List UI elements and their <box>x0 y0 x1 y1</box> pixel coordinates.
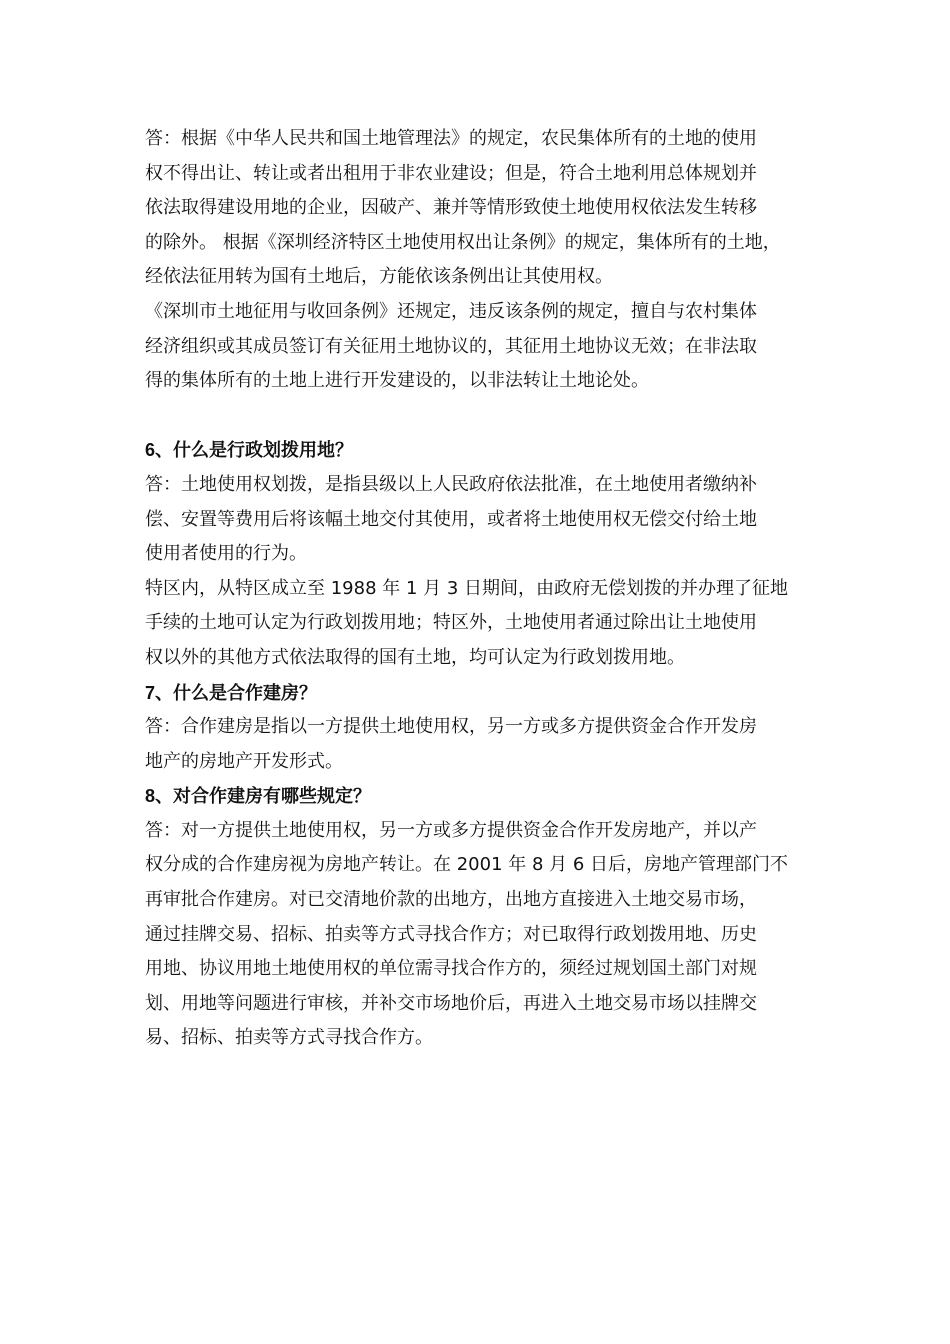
text-line: 依法取得建设用地的企业，因破产、兼并等情形致使土地使用权依法发生转移 <box>145 197 757 219</box>
text-line: 手续的土地可认定为行政划拨用地；特区外，土地使用者通过除出让土地使用 <box>145 612 757 634</box>
section-6 <box>145 433 825 675</box>
section-5-answer <box>145 122 825 399</box>
paragraph-gap <box>145 399 825 434</box>
text-line: 答：对一方提供土地使用权，另一方或多方提供资金合作开发房地产，并以产 <box>145 819 757 841</box>
text-line: 使用者使用的行为。 <box>145 543 307 565</box>
section-8 <box>145 779 825 1056</box>
text-line: 答：土地使用权划拨，是指县级以上人民政府依法批准，在土地使用者缴纳补 <box>145 473 757 495</box>
text-line: 地产的房地产开发形式。 <box>145 750 343 772</box>
text-line: 答：根据《中华人民共和国土地管理法》的规定，农民集体所有的土地的使用 <box>145 128 757 149</box>
section-heading: 6、什么是行政划拨用地？ <box>145 440 354 461</box>
text-line: 得的集体所有的土地上进行开发建设的，以非法转让土地论处。 <box>145 370 649 392</box>
section-7 <box>145 676 825 780</box>
text-line: 特区内，从特区成立至 1988 年 1 月 3 日期间，由政府无偿划拨的并办理了征地 <box>145 577 789 599</box>
text-line: 经依法征用转为国有土地后，方能依该条例出让其使用权。 <box>145 266 613 288</box>
text-line: 划、用地等问题进行审核，并补交市场地价后，再进入土地交易市场以挂牌交 <box>145 992 757 1014</box>
section-heading: 8、对合作建房有哪些规定？ <box>145 786 372 807</box>
text-line: 偿、安置等费用后将该幅土地交付其使用，或者将土地使用权无偿交付给土地 <box>145 508 757 530</box>
text-line: 《深圳市土地征用与收回条例》还规定，违反该条例的规定，擅自与农村集体 <box>145 300 757 322</box>
text-line: 易、招标、拍卖等方式寻找合作方。 <box>145 1027 433 1049</box>
text-line: 的除外。 根据《深圳经济特区土地使用权出让条例》的规定，集体所有的土地， <box>145 231 781 253</box>
text-line: 权不得出让、转让或者出租用于非农业建设；但是，符合土地利用总体规划并 <box>145 162 757 184</box>
text-line: 再审批合作建房。对已交清地价款的出地方，出地方直接进入土地交易市场， <box>145 889 757 911</box>
text-line: 答：合作建房是指以一方提供土地使用权，另一方或多方提供资金合作开发房 <box>145 716 757 738</box>
text-line: 用地、协议用地土地使用权的单位需寻找合作方的，须经过规划国土部门对规 <box>145 958 757 980</box>
text-line: 经济组织或其成员签订有关征用土地协议的，其征用土地协议无效；在非法取 <box>145 335 757 357</box>
text-line: 权以外的其他方式依法取得的国有土地，均可认定为行政划拨用地。 <box>145 646 685 668</box>
section-heading: 7、什么是合作建房？ <box>145 682 318 703</box>
text-line: 权分成的合作建房视为房地产转让。在 2001 年 8 月 6 日后，房地产管理部门不 <box>145 854 789 876</box>
document-body <box>145 122 825 1056</box>
text-line: 通过挂牌交易、招标、拍卖等方式寻找合作方；对已取得行政划拨用地、历史 <box>145 923 757 945</box>
